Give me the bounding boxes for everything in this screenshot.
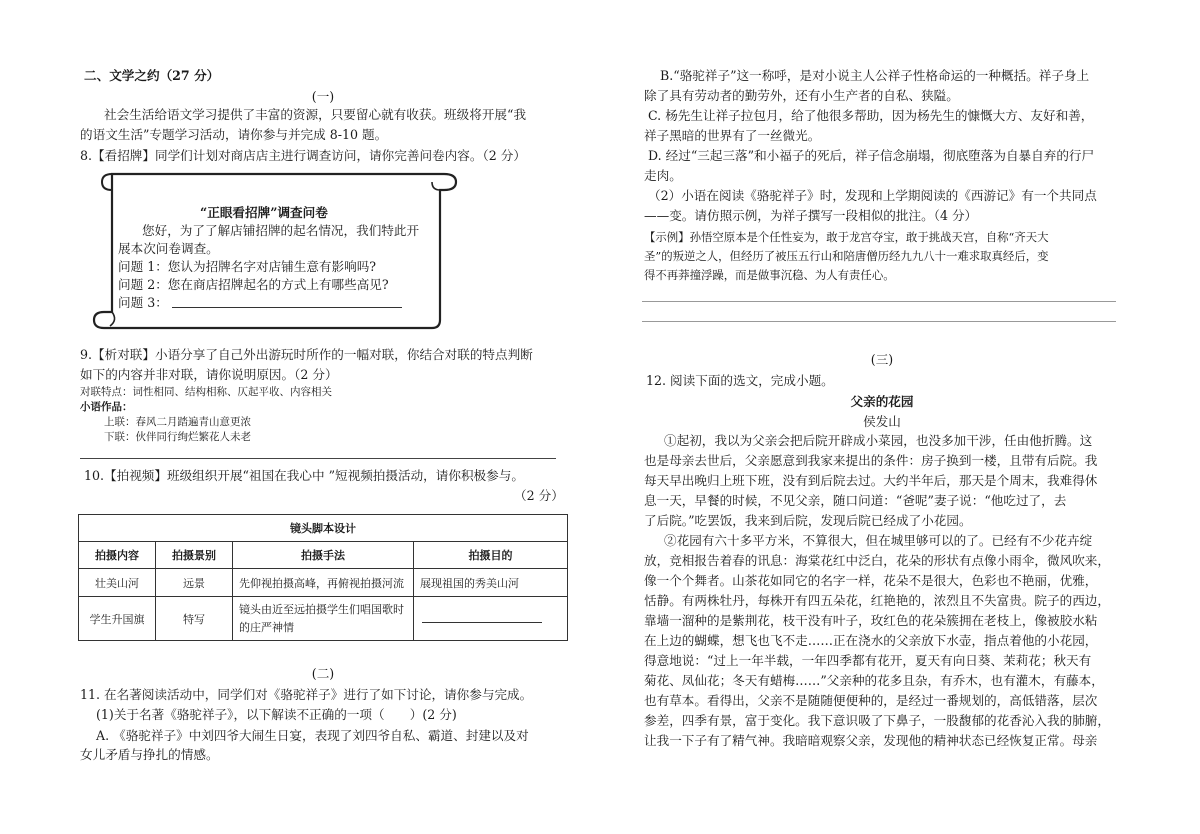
question-9-line1: 9.【析对联】小语分享了自己外出游玩时所作的一幅对联，你结合对联的特点判断	[80, 347, 533, 362]
question-10-line1: 10.【拍视频】班级组织开展“祖国在我心中 ”短视频拍摄活动，请你积极参与。	[84, 468, 524, 483]
couplet-upper: 上联：春风二月踏遍青山意更浓	[104, 416, 251, 428]
article-line: 在上边的蝴蝶，想飞也飞不走……正在浇水的父亲放下水壶，指点着他的小花园，	[644, 633, 1098, 648]
table-row	[79, 569, 568, 597]
table-header: 拍摄手法	[233, 542, 414, 569]
article-line: 也有草本。看得出，父亲不是随随便便种的，是经过一番规划的，高低错落，层次	[644, 693, 1098, 708]
table-answer-cell[interactable]	[414, 597, 568, 641]
intro-line1: 社会生活给语文学习提供了丰富的资源，只要留心就有收获。班级将开展“我	[104, 107, 527, 122]
article-title: 父亲的花园	[850, 394, 914, 409]
article-line: ①起初，我以为父亲会把后院开辟成小菜园，也没多加干涉，任由他折腾。这	[664, 433, 1093, 448]
table-cell: 壮美山河	[79, 569, 156, 597]
answer-line-2[interactable]	[642, 321, 1116, 322]
survey-line2: 展本次问卷调查。	[118, 241, 219, 256]
example-line3: 得不再莽撞浮躁，而是做事沉稳、为人有责任心。	[644, 268, 895, 282]
article-line: 像一个个舞者。山茶花如同它的名字一样，花朵不是很大，色彩也不艳丽，优雅，	[644, 573, 1098, 588]
survey-q1: 问题 1：您认为招牌名字对店铺生意有影响吗?	[118, 259, 377, 274]
example-line2: 圣”的叛逆之人，但经历了被压五行山和陪唐僧历经九九八十一难求取真经后，变	[644, 249, 1049, 263]
question-12: 12. 阅读下面的选文，完成小题。	[646, 373, 834, 388]
question-11: 11. 在名著阅读活动中，同学们对《骆驼祥子》进行了如下讨论，请你参与完成。	[80, 687, 533, 702]
article-line: 让我一下子有了精气神。我暗暗观察父亲，发现他的精神状态已经恢复正常。母亲	[644, 733, 1098, 748]
intro-line2: 的语文生活”专题学习活动，请你参与并完成 8-10 题。	[80, 127, 388, 142]
couplet-features: 对联特点：词性相同、结构相称、仄起平收、内容相关	[80, 386, 332, 398]
question-8: 8.【看招牌】同学们计划对商店店主进行调查访问，请你完善问卷内容。（2 分）	[80, 148, 526, 163]
example-line1: 【示例】孙悟空原本是个任性妄为，敢于龙宫夺宝，敢于挑战天宫，自称“齐天大	[644, 230, 1049, 244]
answer-blank[interactable]	[422, 622, 542, 623]
table-cell: 展现祖国的秀美山河	[414, 569, 568, 597]
table-caption: 镜头脚本设计	[79, 515, 568, 542]
article-line: 菊花、凤仙花；冬天有蜡梅……”父亲种的花多且杂，有乔木，也有灌木，有藤本，	[644, 673, 1104, 688]
part1-heading: (一)	[311, 89, 335, 104]
table-header: 拍摄内容	[79, 542, 156, 569]
question-11-2-line1: （2）小语在阅读《骆驼祥子》时，发现和上学期阅读的《西游记》有一个共同点	[648, 188, 1097, 203]
table-cell: 特写	[156, 597, 233, 641]
part2-heading: (二)	[311, 666, 335, 681]
article-line: 每天早出晚归上班下班，没有到后院去过。大约半年后，那天是个周末，我难得休	[644, 473, 1098, 488]
couplet-lower: 下联：伙伴同行绚烂繁花人未老	[104, 431, 251, 443]
option-d-line1: D. 经过“三起三落”和小福子的死后，祥子信念崩塌，彻底堕落为自暴自弃的行尸	[648, 148, 1095, 163]
option-b-line2: 除了具有劳动者的勤劳外，还有小生产者的自私、狭隘。	[644, 88, 959, 103]
option-a-line2: 女儿矛盾与挣扎的情感。	[80, 747, 219, 762]
article-line: ②花园有六十多平方米，不算很大，但在城里够可以的了。已经有不少花卉绽	[664, 533, 1093, 548]
option-a-line1: A. 《骆驼祥子》中刘四爷大闹生日宴，表现了刘四爷自私、霸道、封建以及对	[96, 728, 529, 743]
option-c-line2: 祥子黑暗的世界有了一丝微光。	[644, 128, 821, 143]
answer-line-1[interactable]	[642, 301, 1116, 302]
article-line: 了后院。”吃罢饭，我来到后院，发现后院已经成了小花园。	[644, 513, 972, 528]
article-line: 靠墙一溜种的是紫荆花，枝干没有叶子，玫红色的花朵簇拥在老枝上，像被胶水粘	[644, 613, 1098, 628]
question-9-answer-line[interactable]	[80, 458, 556, 459]
article-line: 参差，四季有景，富于变化。我下意识吸了下鼻子，一股馥郁的花香沁入我的肺腑，	[644, 713, 1110, 728]
article-line: 恬静。有两株牡丹，每株开有四五朵花，红艳艳的，浓烈且不失富贵。院子的西边，	[644, 593, 1110, 608]
option-b-line1: B.“骆驼祥子”这一称呼，是对小说主人公祥子性格命运的一种概括。祥子身上	[660, 68, 1090, 83]
shot-script-table	[78, 514, 568, 641]
table-cell: 远景	[156, 569, 233, 597]
question-11-1: (1)关于名著《骆驼祥子》，以下解读不正确的一项（ ）(2 分)	[96, 707, 457, 722]
article-line: 得意地说：“过上一年半载，一年四季都有花开，夏天有向日葵、茉莉花；秋天有	[644, 653, 1092, 668]
table-cell: 学生升国旗	[79, 597, 156, 641]
question-10-score: （2 分）	[514, 488, 564, 503]
section-title: 二、文学之约（27 分）	[84, 68, 220, 83]
table-cell: 先仰视拍摄高峰，再俯视拍摄河流	[233, 569, 414, 597]
article-line: 放，竞相报告着春的讯息：海棠花红中泛白，花朵的形状有点像小雨伞，微风吹来，	[644, 553, 1110, 568]
survey-q3: 问题 3：	[118, 295, 168, 310]
table-row	[79, 597, 568, 641]
table-header: 拍摄目的	[414, 542, 568, 569]
part3-heading: (三)	[870, 352, 894, 367]
table-header: 拍摄景别	[156, 542, 233, 569]
article-line: 息一天，早餐的时候，不见父亲，随口问道：“爸呢”妻子说：“他吃过了，去	[644, 493, 1067, 508]
option-c-line1: C. 杨先生让祥子拉包月，给了他很多帮助，因为杨先生的慷慨大方、友好和善，	[648, 108, 1094, 123]
survey-q2: 问题 2：您在商店招牌起名的方式上有哪些高见?	[118, 277, 389, 292]
couplet-work-label: 小语作品：	[80, 401, 133, 413]
question-9-line2: 如下的内容并非对联，请你说明原因。（2 分）	[80, 367, 338, 382]
survey-q3-answer-line[interactable]	[172, 307, 402, 308]
option-d-line2: 走肉。	[644, 168, 682, 183]
article-author: 侯发山	[863, 414, 901, 429]
table-cell: 镜头由近至远拍摄学生们唱国歌时的庄严神情	[233, 597, 414, 641]
survey-line1: 您好，为了了解店铺招牌的起名情况，我们特此开	[142, 223, 420, 238]
survey-title: “正眼看招牌”调查问卷	[200, 205, 328, 220]
article-line: 也是母亲去世后，父亲愿意到我家来提出的条件：房子换到一楼，且带有后院。我	[644, 453, 1098, 468]
question-11-2-line2: ——变。请仿照示例，为祥子撰写一段相似的批注。（4 分）	[644, 208, 978, 223]
